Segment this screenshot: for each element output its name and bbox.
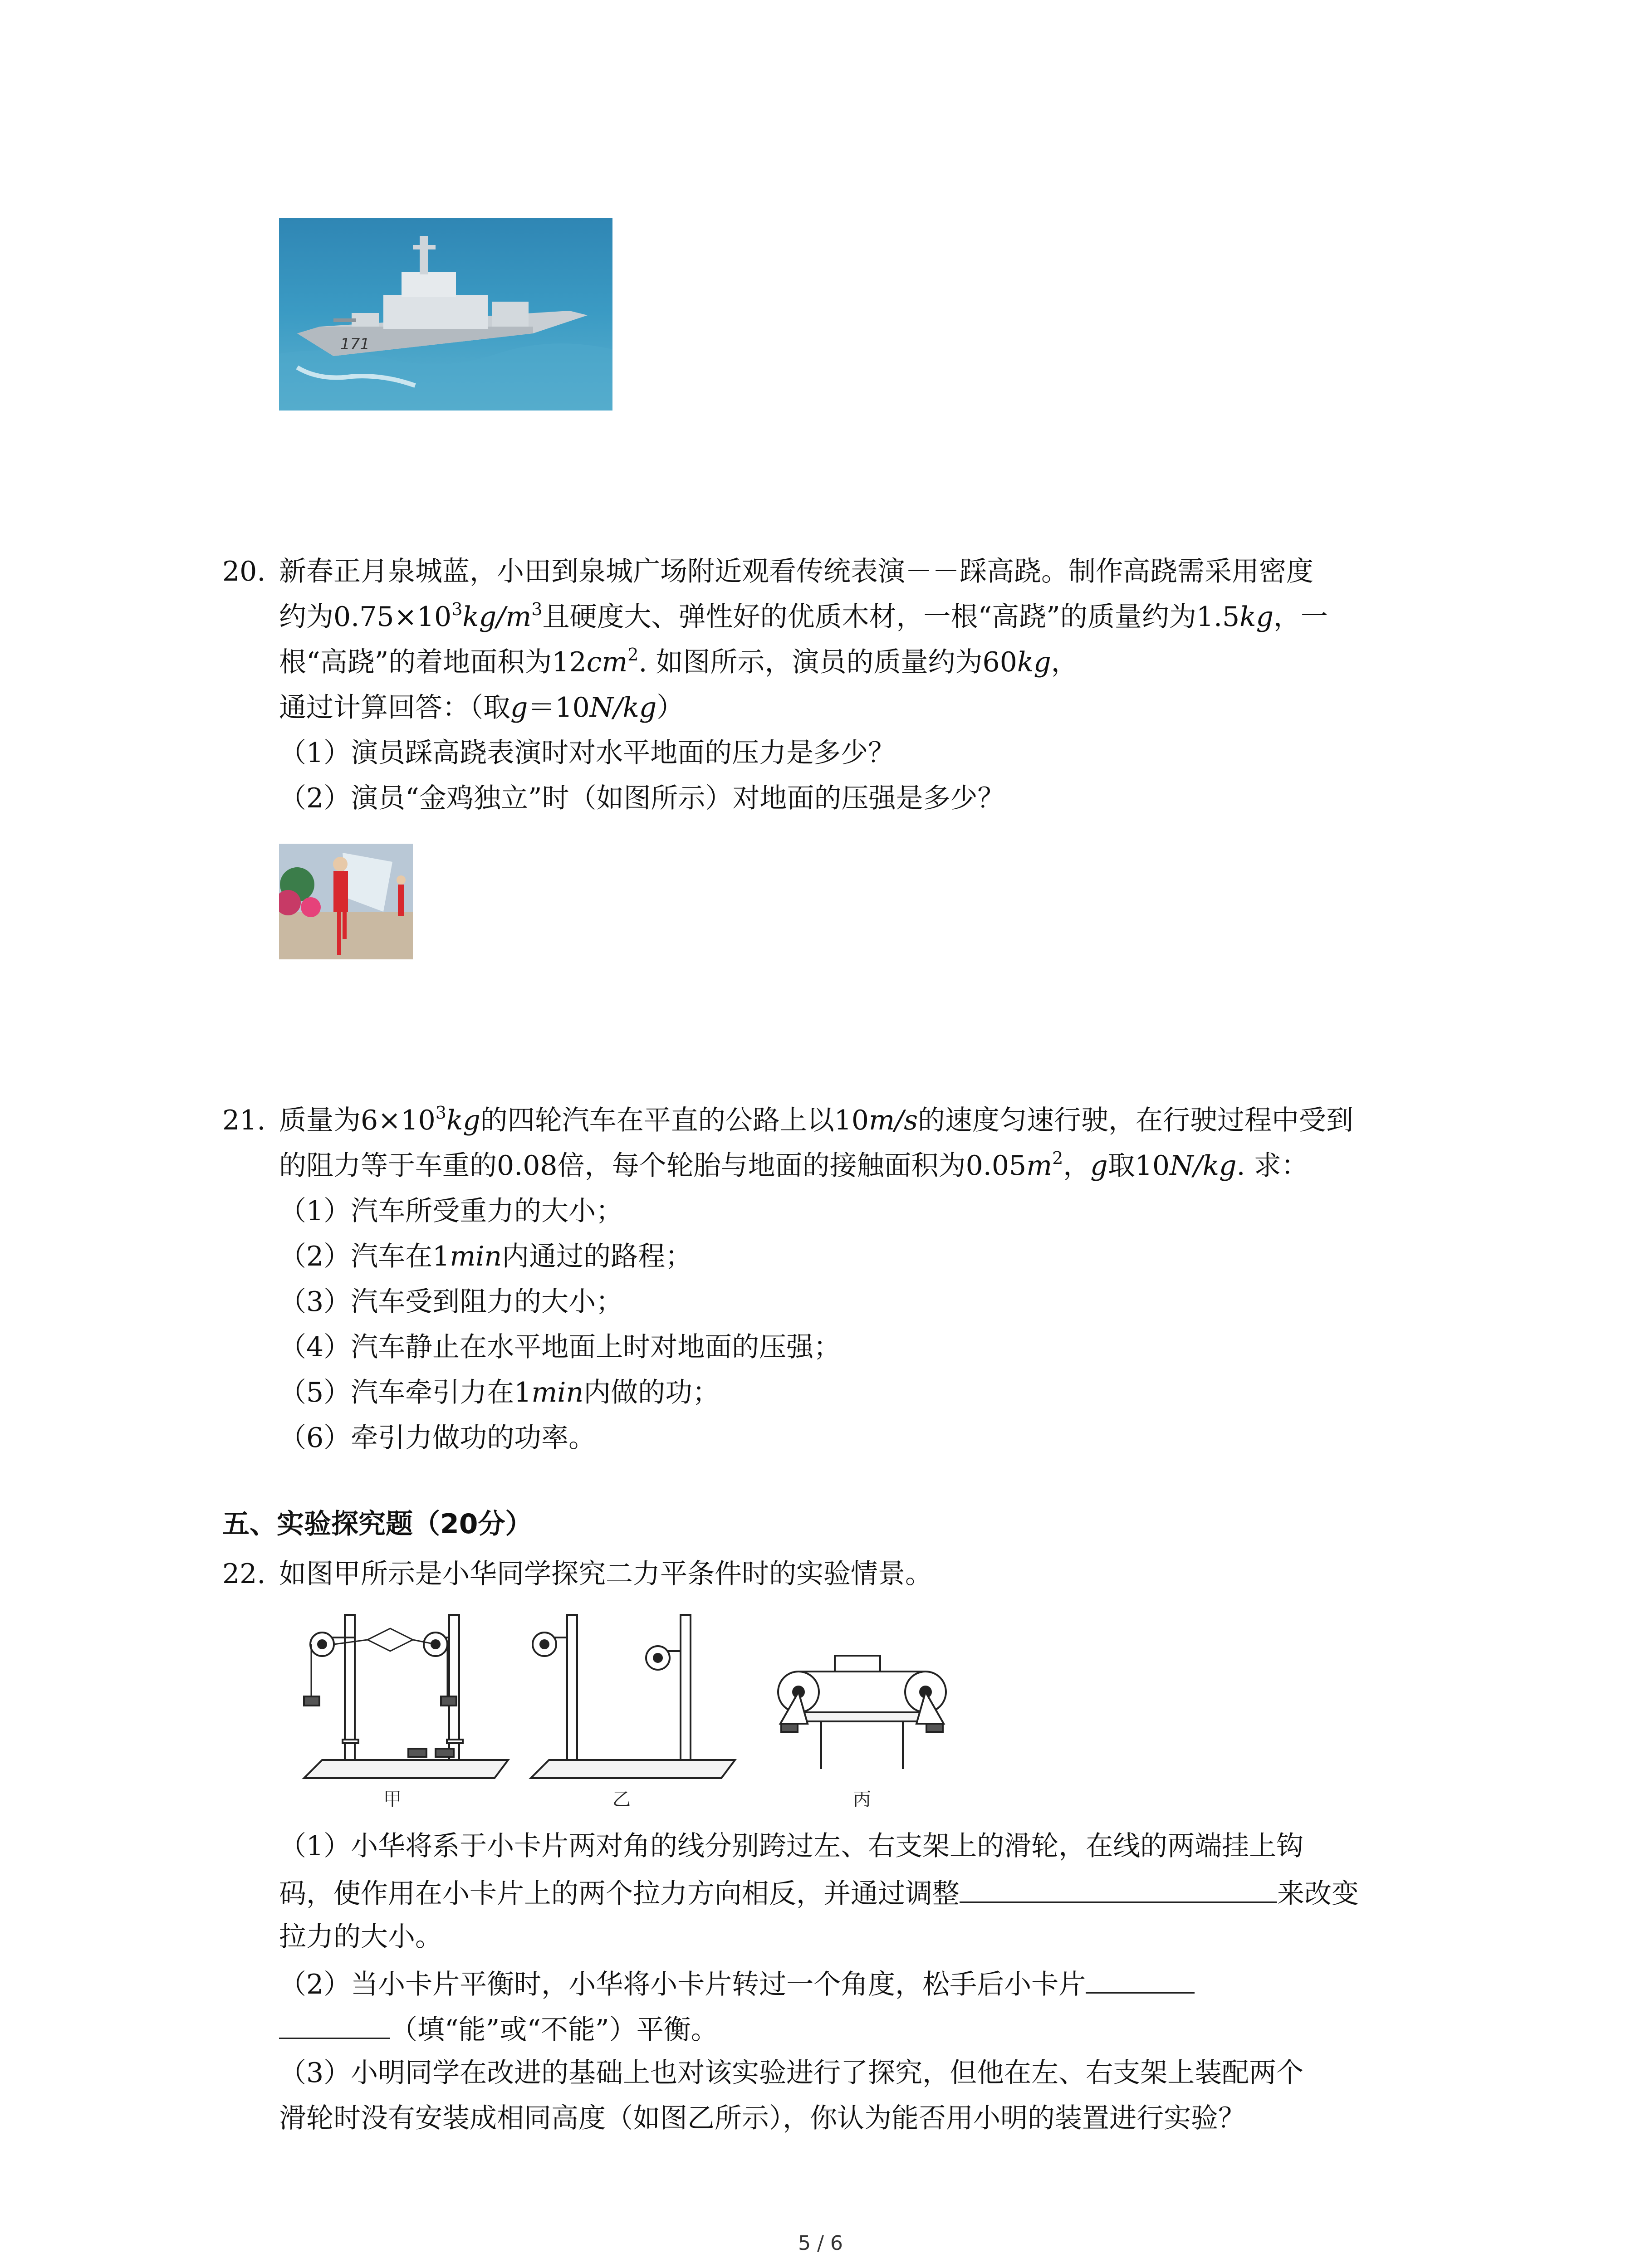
q21-sub5: （5）汽车牵引力在1min内做的功； — [279, 1377, 720, 1408]
q22-p2-line2: （填“能”或“不能”）平衡。 — [279, 2009, 718, 2048]
answer-blank-2a[interactable] — [1086, 1964, 1195, 1994]
q22-p3-line1: （3）小明同学在改进的基础上也对该实验进行了探究，但他在左、右支架上装配两个 — [279, 2057, 1304, 2089]
q20-line2: 约为$0.75\times 10^3kg/m^3$且硬度大、弹性好的优质木材，一根“高跷”的质量约为1.5kg，一 — [279, 599, 1328, 633]
q21-line1: 质量为$6\times 10^3kg$的四轮汽车在平直的公路上以10m/s的速度匀速行驶，在行驶过程中受到 — [279, 1103, 1354, 1136]
q21-sub3: （3）汽车受到阻力的大小； — [279, 1286, 623, 1318]
section-5-title: 五、实验探究题（20分） — [222, 1508, 533, 1540]
figure-label-bing: 丙 — [853, 1789, 871, 1810]
answer-blank-2b[interactable] — [279, 2009, 390, 2039]
warship-photo — [279, 218, 612, 411]
q22-intro: 如图甲所示是小华同学探究二力平条件时的实验情景。 — [279, 1558, 932, 1590]
answer-blank-1[interactable] — [960, 1873, 1277, 1903]
q20-line1: 新春正月泉城蓝，小田到泉城广场附近观看传统表演－－踩高跷。制作高跷需采用密度 — [279, 556, 1313, 587]
page-number: 5 / 6 — [798, 2232, 843, 2255]
q20-sub2: （2）演员“金鸡独立”时（如图所示）对地面的压强是多少？ — [279, 782, 1005, 814]
q22-p1-line2: 码，使作用在小卡片上的两个拉力方向相反，并通过调整 来改变 — [279, 1873, 1359, 1912]
q22-number: 22. — [222, 1558, 266, 1590]
q22-p3-line2: 滑轮时没有安装成相同高度（如图乙所示），你认为能否用小明的装置进行实验？ — [279, 2102, 1245, 2134]
q20-number: 20. — [222, 556, 266, 587]
hull-number: 171 — [340, 335, 370, 353]
q22-p2-line1: （2）当小卡片平衡时，小华将小卡片转过一个角度，松手后小卡片 — [279, 1964, 1195, 2003]
q21-sub2: （2）汽车在1min内通过的路程； — [279, 1241, 693, 1272]
figure-label-yi: 乙 — [612, 1789, 631, 1810]
experiment-figure — [299, 1606, 962, 1814]
stilt-performer-photo — [279, 844, 413, 959]
q20-line4: 通过计算回答：（取g＝10N/kg） — [279, 692, 684, 723]
q20-sub1: （1）演员踩高跷表演时对水平地面的压力是多少？ — [279, 737, 896, 769]
q21-sub1: （1）汽车所受重力的大小； — [279, 1195, 623, 1227]
q22-p1-line3: 拉力的大小。 — [279, 1921, 442, 1953]
q21-sub4: （4）汽车静止在水平地面上时对地面的压强； — [279, 1331, 841, 1363]
q20-line3: 根“高跷”的着地面积为$12cm^2$. 如图所示，演员的质量约为60kg， — [279, 645, 1078, 678]
q22-p1-line1: （1）小华将系于小卡片两对角的线分别跨过左、右支架上的滑轮，在线的两端挂上钩 — [279, 1830, 1304, 1862]
q21-sub6: （6）牵引力做功的功率。 — [279, 1422, 596, 1454]
figure-label-jia: 甲 — [383, 1789, 402, 1810]
q21-line2: 的阻力等于车重的0.08倍，每个轮胎与地面的接触面积为$0.05m^2$，g取10N/kg. 求： — [279, 1148, 1308, 1182]
q21-number: 21. — [222, 1105, 266, 1136]
